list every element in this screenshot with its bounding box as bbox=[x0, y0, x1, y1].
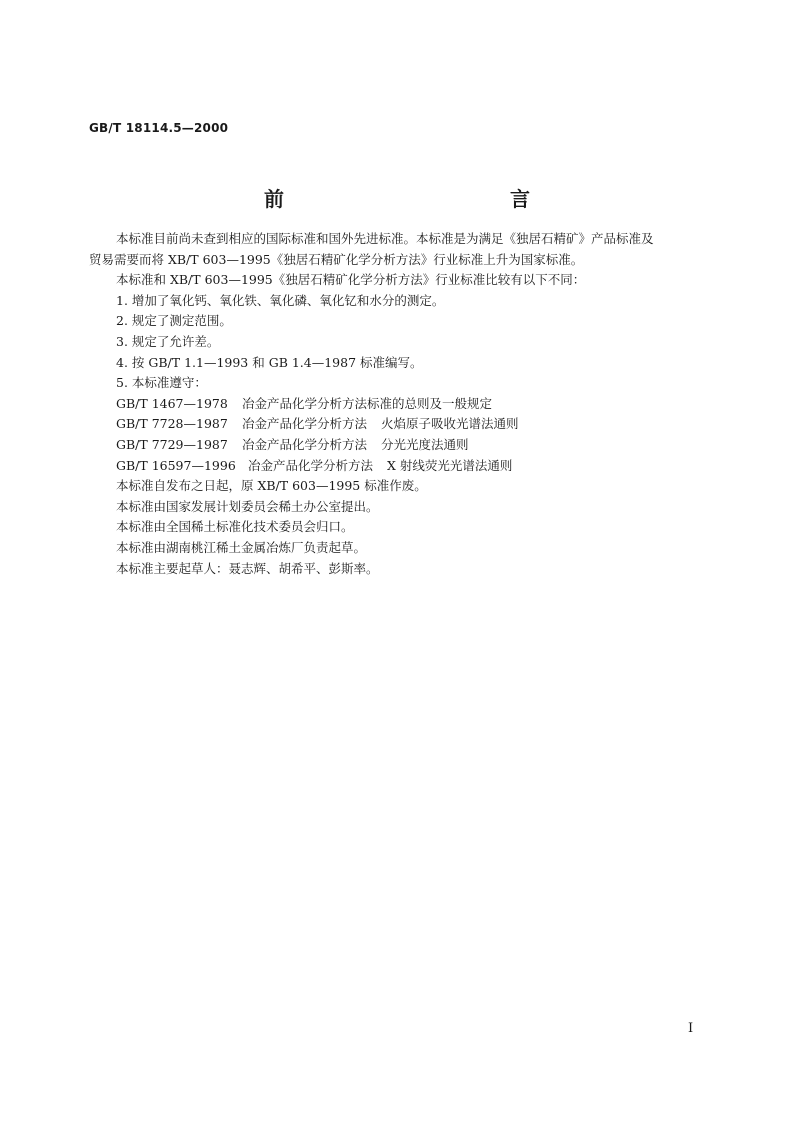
reference-line bbox=[89, 414, 709, 435]
intro-line-1: 本标准目前尚未查到相应的国际标准和国外先进标准。本标准是为满足《独居石精矿》产品标准及 bbox=[116, 231, 654, 246]
reference-code: GB/T 7728—1987 bbox=[116, 416, 228, 432]
foreword-body bbox=[89, 229, 709, 579]
reference-title: 冶金产品化学分析方法 bbox=[242, 416, 368, 432]
reference-title: 冶金产品化学分析方法标准的总则及一般规定 bbox=[242, 395, 493, 411]
list-item-1: 1. 增加了氧化钙、氧化铁、氧化磷、氧化钇和水分的测定。 bbox=[116, 292, 445, 308]
reference-line bbox=[89, 394, 709, 415]
reference-code: GB/T 7729—1987 bbox=[116, 436, 228, 452]
drafted-by-organization: 本标准由湖南桃江稀土金属冶炼厂负责起草。 bbox=[116, 539, 367, 555]
standard-number: GB/T 18114.5—2000 bbox=[89, 121, 229, 135]
list-item-3: 3. 规定了允许差。 bbox=[116, 333, 220, 349]
reference-line bbox=[89, 456, 709, 477]
list-item-4: 4. 按 GB/T 1.1—1993 和 GB 1.4—1987 标准编写。 bbox=[116, 354, 423, 370]
reference-title: 冶金产品化学分析方法 bbox=[242, 436, 368, 452]
managed-by: 本标准由全国稀土标准化技术委员会归口。 bbox=[116, 519, 354, 535]
proposed-by: 本标准由国家发展计划委员会稀土办公室提出。 bbox=[116, 498, 379, 514]
intro-line-2: 贸易需要而将 XB/T 603—1995《独居石精矿化学分析方法》行业标准上升为国家标准。 bbox=[89, 251, 584, 267]
effective-statement: 本标准自发布之日起，原 XB/T 603—1995 标准作废。 bbox=[116, 478, 427, 494]
reference-subtitle: 火焰原子吸收光谱法通则 bbox=[381, 416, 519, 432]
reference-code: GB/T 1467—1978 bbox=[116, 395, 228, 411]
reference-title: 冶金产品化学分析方法 bbox=[248, 457, 374, 473]
page-number: I bbox=[688, 1021, 694, 1036]
drafters: 本标准主要起草人：聂志辉、胡希平、彭斯率。 bbox=[116, 560, 379, 576]
list-item-2: 2. 规定了测定范围。 bbox=[116, 313, 232, 329]
intro-paragraph bbox=[89, 229, 709, 270]
comparison-paragraph: 本标准和 XB/T 603—1995《独居石精矿化学分析方法》行业标准比较有以下不同： bbox=[116, 272, 586, 288]
reference-line bbox=[89, 435, 709, 456]
reference-subtitle: 分光光度法通则 bbox=[381, 436, 469, 452]
reference-subtitle: X 射线荧光光谱法通则 bbox=[387, 457, 513, 473]
reference-code: GB/T 16597—1996 bbox=[116, 457, 236, 473]
page-title: 前 言 bbox=[264, 187, 592, 211]
list-item-5: 5. 本标准遵守： bbox=[116, 375, 207, 391]
